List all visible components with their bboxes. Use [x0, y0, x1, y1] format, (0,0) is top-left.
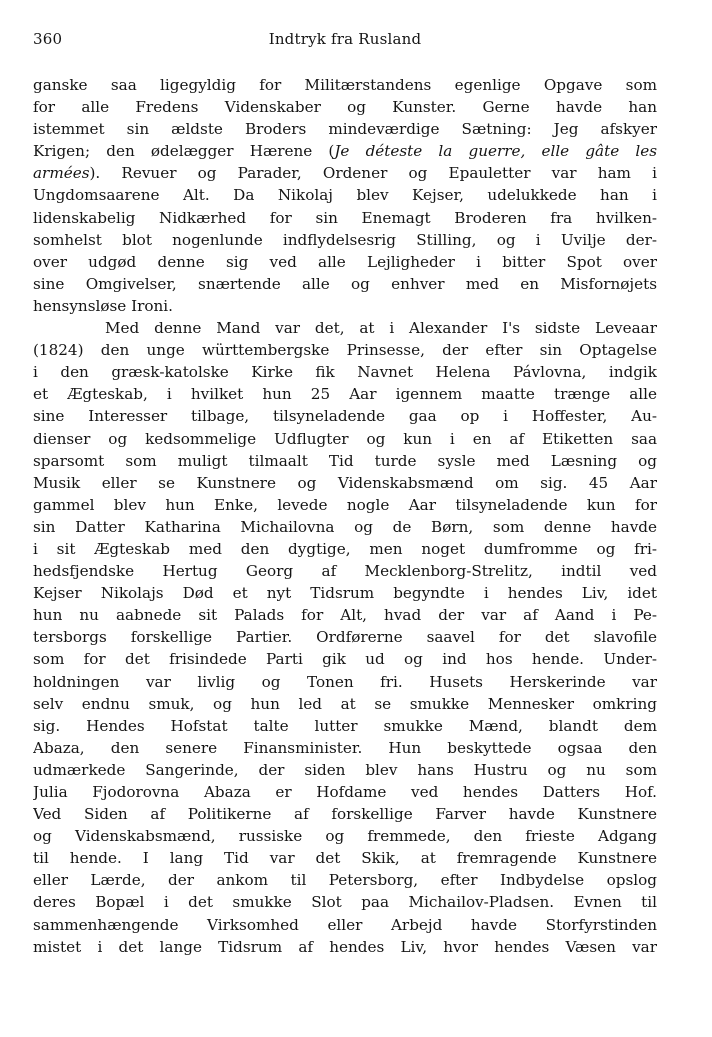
- paragraph-end-line: hensynsløse Ironi.: [33, 296, 173, 315]
- text-line: tersborgs forskellige Partier. Ordførerne saavel for det slavofile: [33, 628, 657, 647]
- text-line: sin Datter Katharina Michailovna og de Børn, som denne havde: [33, 517, 657, 536]
- text-line: Musik eller se Kunstnere og Videnskabsmænd om sig. 45 Aar: [33, 473, 657, 492]
- page-number: 360: [33, 30, 63, 48]
- running-title: Indtryk fra Rusland: [268, 30, 422, 48]
- text-line: over udgød denne sig ved alle Lejligheder i bitter Spot over: [33, 252, 657, 271]
- text-line: lidenskabelig Nidkærhed for sin Enemagt Broderen fra hvilken-: [33, 208, 657, 227]
- text-line: Abaza, den senere Finansminister. Hun beskyttede ogsaa den: [33, 738, 657, 757]
- text-line: i sit Ægteskab med den dygtige, men noget dumfromme og fri-: [33, 539, 657, 558]
- text-line: gammel blev hun Enke, levede nogle Aar tilsyneladende kun for: [33, 495, 657, 514]
- text-line: udmærkede Sangerinde, der siden blev hans Hustru og nu som: [33, 760, 657, 779]
- text-line: [33, 162, 657, 184]
- text-line: (1824) den unge württembergske Prinsesse, der efter sin Optagelse: [33, 341, 657, 360]
- text-line: sparsomt som muligt tilmaalt Tid turde sysle med Læsning og: [33, 451, 657, 470]
- text-line: mistet i det lange Tidsrum af hendes Liv, hvor hendes Væsen var: [33, 937, 657, 956]
- text-line: sammenhængende Virksomhed eller Arbejd havde Storfyrstinden: [33, 915, 657, 934]
- text-line: i den græsk-katolske Kirke fik Navnet Helena Pávlovna, indgik: [33, 363, 657, 382]
- text-line: et Ægteskab, i hvilket hun 25 Aar igennem maatte trænge alle: [33, 385, 657, 404]
- text-line: deres Bopæl i det smukke Slot paa Michailov-Pladsen. Evnen til: [33, 893, 657, 912]
- text-line: sine Omgivelser, snærtende alle og enhver med en Misfornøjets: [33, 274, 657, 293]
- italic-quote: armées: [33, 164, 90, 183]
- book-page: [33, 30, 657, 958]
- text-line: sine Interesser tilbage, tilsyneladende gaa op i Hoffester, Au-: [33, 407, 657, 426]
- text-line: selv endnu smuk, og hun led at se smukke Mennesker omkring: [33, 694, 657, 713]
- text-line: til hende. I lang Tid var det Skik, at fremragende Kunstnere: [33, 849, 657, 868]
- paragraph-start-line: Med denne Mand var det, at i Alexander I's sidste Leveaar: [105, 319, 657, 338]
- text-line: Kejser Nikolajs Død et nyt Tidsrum begyndte i hendes Liv, idet: [33, 584, 657, 603]
- text-line: Ungdomsaarene Alt. Da Nikolaj blev Kejser, udelukkede han i: [33, 186, 657, 205]
- text-segment: ). Revuer og Parader, Ordener og Epauletter var ham i: [89, 164, 657, 183]
- italic-quote: Je déteste la guerre, elle gâte les: [334, 142, 657, 161]
- text-line: ganske saa ligegyldig for Militærstandens egenlige Opgave som: [33, 76, 657, 94]
- text-line: holdningen var livlig og Tonen fri. Husets Herskerinde var: [33, 672, 657, 691]
- text-line: hun nu aabnede sit Palads for Alt, hvad der var af Aand i Pe-: [33, 606, 657, 625]
- page-header: [33, 30, 657, 54]
- text-line: sig. Hendes Hofstat talte lutter smukke Mænd, blandt dem: [33, 716, 657, 735]
- text-line: Julia Fjodorovna Abaza er Hofdame ved hendes Datters Hof.: [33, 783, 657, 801]
- text-line: somhelst blot nogenlunde indflydelsesrig Stilling, og i Uvilje der-: [33, 230, 657, 249]
- text-line: for alle Fredens Videnskaber og Kunster. Gerne havde han: [33, 98, 657, 117]
- body-text: [33, 74, 657, 958]
- text-line: dienser og kedsommelige Udflugter og kun i en af Etiketten saa: [33, 429, 657, 448]
- text-line: hedsfjendske Hertug Georg af Mecklenborg-Strelitz, indtil ved: [33, 562, 657, 581]
- text-line: Ved Siden af Politikerne af forskellige Farver havde Kunstnere: [33, 805, 657, 824]
- text-line: istemmet sin ældste Broders mindeværdige Sætning: Jeg afskyer: [33, 120, 657, 139]
- text-line: og Videnskabsmænd, russiske og fremmede, den frieste Adgang: [33, 827, 657, 846]
- text-segment: Krigen; den ødelægger Hærene (: [33, 142, 335, 161]
- text-line: som for det frisindede Parti gik ud og ind hos hende. Under-: [33, 650, 657, 669]
- text-line: [33, 140, 657, 162]
- text-line: eller Lærde, der ankom til Petersborg, efter Indbydelse opslog: [33, 871, 657, 890]
